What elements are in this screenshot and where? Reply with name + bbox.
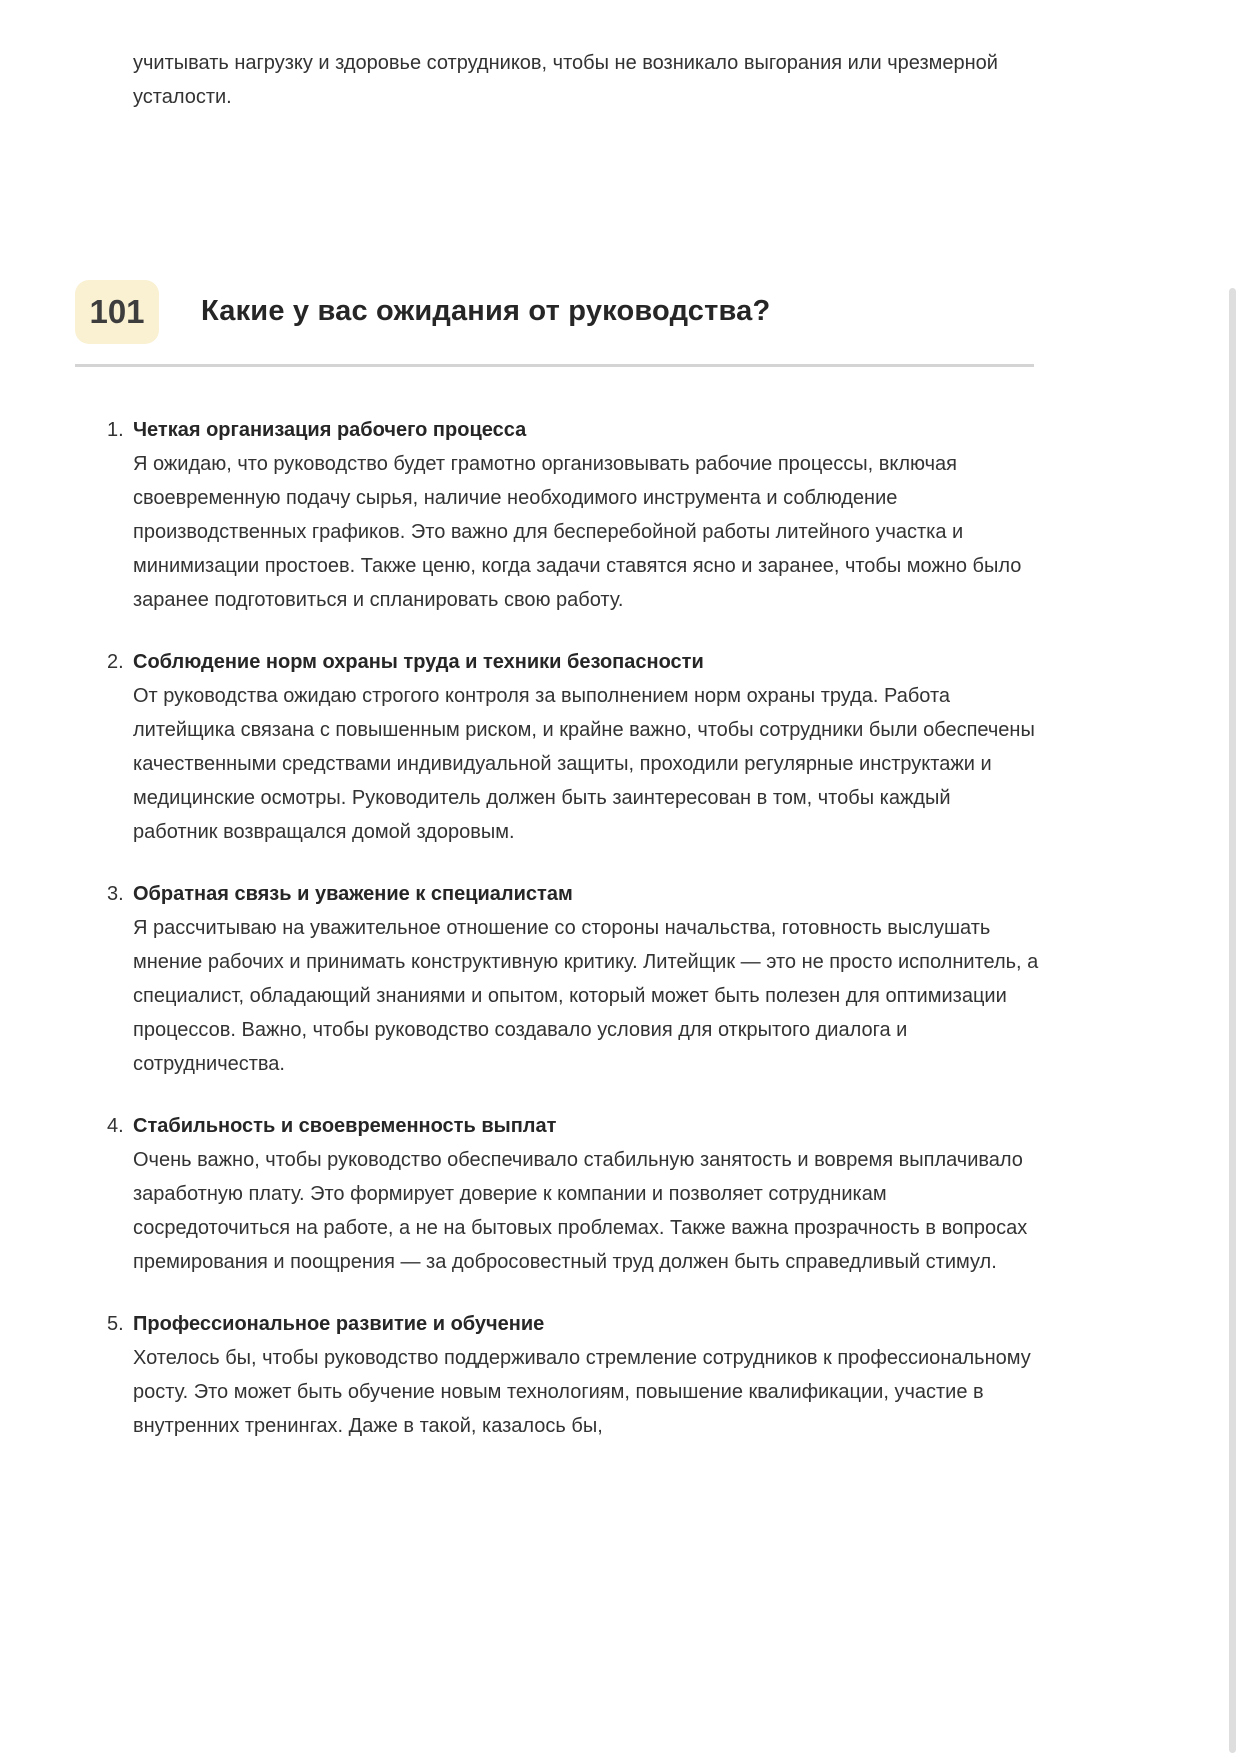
- list-item: [107, 877, 1039, 1081]
- item-content: [133, 413, 1039, 617]
- item-body: Я ожидаю, что руководство будет грамотно организовывать рабочие процессы, включая своевременную подачу сырья, наличие необходимого инструмента и соблюдение производственных графиков. Это важно для бесперебойной работы литейного участка и минимизации простоев. Также ценю, когда задачи ставятся ясно и заранее, чтобы можно было заранее подготовиться и спланировать свою работу.: [133, 452, 1022, 611]
- item-title: Четкая организация рабочего процесса: [133, 418, 527, 441]
- item-number: 4.: [107, 1114, 124, 1137]
- list-item: [107, 413, 1039, 617]
- section-title: Какие у вас ожидания от руководства?: [201, 295, 771, 328]
- intro-paragraph: учитывать нагрузку и здоровье сотрудников, чтобы не возникало выгорания или чрезмерной усталости.: [133, 52, 998, 108]
- item-title: Соблюдение норм охраны труда и техники безопасности: [133, 650, 704, 673]
- section-header: [75, 276, 1034, 348]
- item-body: Я рассчитываю на уважительное отношение со стороны начальства, готовность выслушать мнение рабочих и принимать конструктивную критику. Литейщик — это не просто исполнитель, а специалист, обладающий знаниями и опытом, который может быть полезен для оптимизации процессов. Важно, чтобы руководство создавало условия для открытого диалога и сотрудничества.: [133, 916, 1039, 1075]
- item-content: [133, 877, 1039, 1081]
- item-title: Стабильность и своевременность выплат: [133, 1114, 557, 1137]
- expectations-list: [107, 413, 1039, 1443]
- list-item: [107, 645, 1039, 849]
- item-content: [133, 1109, 1039, 1279]
- item-content: [133, 1307, 1039, 1443]
- section-number-badge: 101: [75, 280, 159, 344]
- item-body: Хотелось бы, чтобы руководство поддерживало стремление сотрудников к профессиональному росту. Это может быть обучение новым технологиям, повышение квалификации, участие в внутренних тренингах. Даже в такой, казалось бы,: [133, 1346, 1031, 1437]
- item-number: 3.: [107, 882, 124, 905]
- item-body: Очень важно, чтобы руководство обеспечивало стабильную занятость и вовремя выплачивало заработную плату. Это формирует доверие к компании и позволяет сотрудникам сосредоточиться на работе, а не на бытовых проблемах. Также важна прозрачность в вопросах премирования и поощрения — за добросовестный труд должен быть справедливый стимул.: [133, 1148, 1028, 1273]
- item-title: Обратная связь и уважение к специалистам: [133, 882, 573, 905]
- item-number: 5.: [107, 1312, 124, 1335]
- list-item: [107, 1307, 1039, 1443]
- scrollbar-thumb[interactable]: [1229, 288, 1236, 1753]
- section-divider: [75, 364, 1034, 367]
- item-title: Профессиональное развитие и обучение: [133, 1312, 545, 1335]
- item-number: 1.: [107, 418, 124, 441]
- item-body: От руководства ожидаю строгого контроля за выполнением норм охраны труда. Работа литейщика связана с повышенным риском, и крайне важно, чтобы сотрудники были обеспечены качественными средствами индивидуальной защиты, проходили регулярные инструктажи и медицинские осмотры. Руководитель должен быть заинтересован в том, чтобы каждый работник возвращался домой здоровым.: [133, 684, 1035, 843]
- item-content: [133, 645, 1039, 849]
- item-number: 2.: [107, 650, 124, 673]
- list-item: [107, 1109, 1039, 1279]
